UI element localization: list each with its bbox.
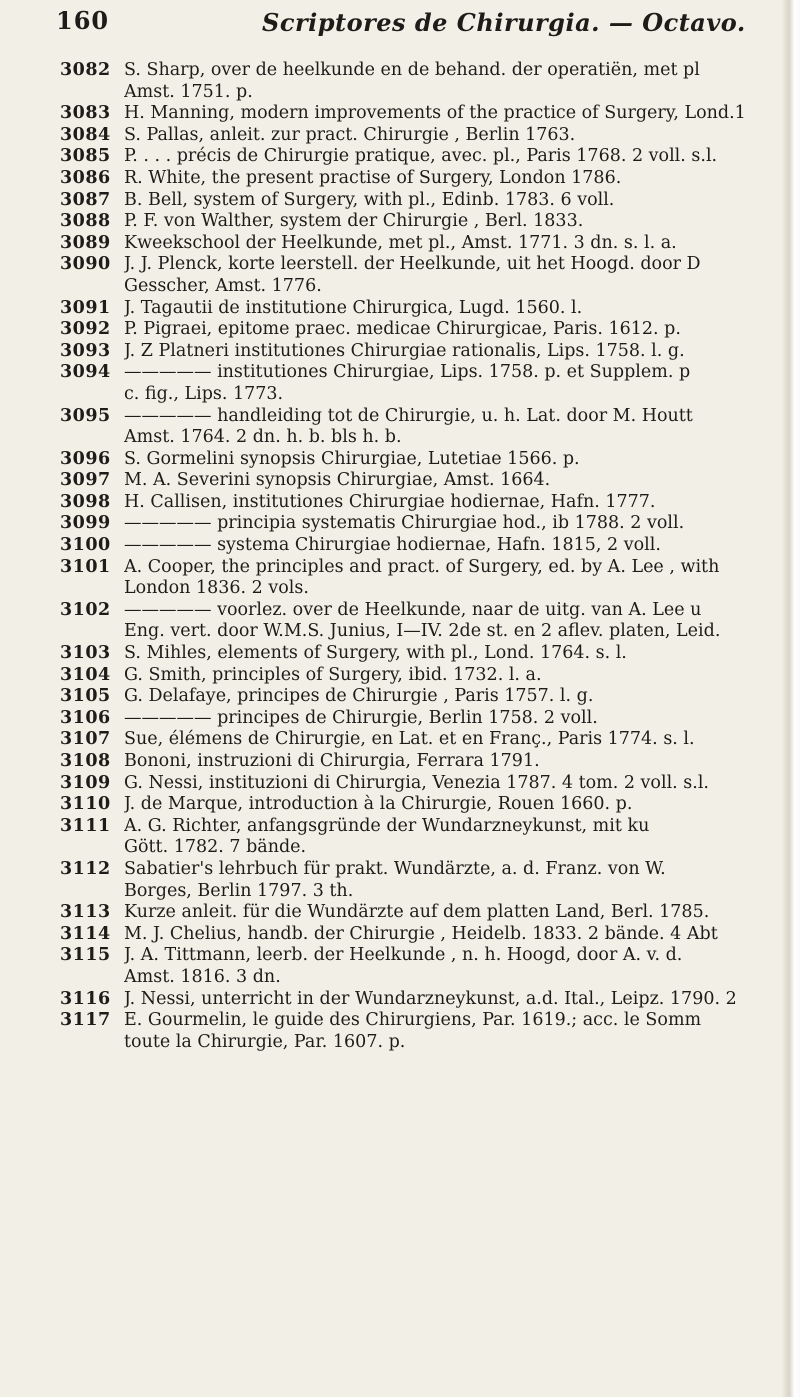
entry-text: Kweekschool der Heelkunde, met pl., Amst. 1771. 3 dn. s. l. a. (124, 232, 677, 253)
entry-number: 3112 (60, 858, 111, 879)
entry-number: 3104 (60, 664, 111, 685)
catalogue-entry (60, 449, 778, 471)
catalogue-entry (60, 103, 778, 125)
entry-text: P. Pigraei, epitome praec. medicae Chirurgicae, Paris. 1612. p. (124, 319, 681, 340)
entry-text: S. Mihles, elements of Surgery, with pl., Lond. 1764. s. l. (124, 643, 627, 664)
entry-text: ————— handleiding tot de Chirurgie, u. h. Lat. door M. Houtt Amst. 1764. 2 dn. h. b. bls h. b. (124, 405, 693, 448)
entry-number: 3092 (60, 319, 111, 340)
entry-text: H. Callisen, institutiones Chirurgiae hodiernae, Hafn. 1777. (124, 491, 656, 512)
catalogue-entry (60, 557, 778, 600)
catalogue-entry (60, 924, 778, 946)
entry-number: 3109 (60, 772, 111, 793)
catalogue-entry (60, 729, 778, 751)
entry-text: Bononi, instruzioni di Chirurgia, Ferrara 1791. (124, 751, 540, 771)
catalogue-entry (60, 125, 778, 147)
entry-number: 3107 (60, 729, 111, 750)
entry-number: 3085 (60, 146, 111, 167)
entry-number: 3114 (60, 923, 111, 944)
catalogue-entry (60, 146, 778, 168)
page-number: 160 (56, 6, 110, 35)
entry-number: 3083 (60, 103, 111, 124)
entry-number: 3110 (60, 794, 111, 815)
page-header (56, 6, 776, 46)
entry-text: Sue, élémens de Chirurgie, en Lat. et en Franç., Paris 1774. s. l. (124, 729, 695, 750)
entry-number: 3093 (60, 340, 111, 361)
entry-text: B. Bell, system of Surgery, with pl., Edinb. 1783. 6 voll. (124, 189, 615, 210)
entry-number: 3095 (60, 405, 111, 426)
entry-number: 3117 (60, 1010, 111, 1031)
catalogue-entry (60, 794, 778, 816)
entry-text: ————— principes de Chirurgie, Berlin 1758. 2 voll. (124, 707, 598, 728)
catalogue-entry (60, 535, 778, 557)
catalogue-entries (60, 60, 778, 1053)
entry-number: 3116 (60, 988, 111, 1009)
catalogue-entry (60, 362, 778, 405)
entry-text: S. Gormelini synopsis Chirurgiae, Lutetiae 1566. p. (124, 448, 580, 469)
entry-text: G. Delafaye, principes de Chirurgie , Paris 1757. l. g. (124, 686, 594, 707)
entry-text: J. J. Plenck, korte leerstell. der Heelkunde, uit het Hoogd. door D Gesscher, Amst. 1776. (124, 254, 701, 296)
catalogue-entry (60, 708, 778, 730)
catalogue-entry (60, 406, 778, 449)
catalogue-entry (60, 902, 778, 924)
entry-text: ————— systema Chirurgiae hodiernae, Hafn. 1815, 2 voll. (124, 535, 661, 556)
entry-number: 3102 (60, 599, 111, 620)
entry-number: 3090 (60, 254, 111, 275)
entry-text: J. A. Tittmann, leerb. der Heelkunde , n. h. Hoogd, door A. v. d. Amst. 1816. 3 dn. (124, 945, 683, 987)
entry-text: ————— voorlez. over de Heelkunde, naar de uitg. van A. Lee u Eng. vert. door W.M.S. Junius, I—IV. 2de st. en 2 aflev. platen, Leid. (124, 599, 721, 642)
entry-number: 3098 (60, 491, 111, 512)
entry-text: H. Manning, modern improvements of the practice of Surgery, Lond.1 (124, 103, 746, 124)
catalogue-entry (60, 600, 778, 643)
entry-number: 3094 (60, 362, 111, 383)
entry-text: ————— principia systematis Chirurgiae hod., ib 1788. 2 voll. (124, 513, 685, 534)
entry-text: G. Nessi, instituzioni di Chirurgia, Venezia 1787. 4 tom. 2 voll. s.l. (124, 772, 709, 793)
entry-text: ————— institutiones Chirurgiae, Lips. 1758. p. et Supplem. p c. fig., Lips. 1773. (124, 362, 691, 404)
entry-number: 3088 (60, 211, 111, 232)
entry-text: S. Sharp, over de heelkunde en de behand. der operatiën, met pl Amst. 1751. p. (124, 60, 700, 102)
entry-number: 3096 (60, 448, 111, 469)
entry-number: 3105 (60, 686, 111, 707)
entry-number: 3084 (60, 124, 111, 145)
entry-text: A. Cooper, the principles and pract. of Surgery, ed. by A. Lee , with London 1836. 2 vols. (124, 556, 720, 599)
entry-text: J. de Marque, introduction à la Chirurgie, Rouen 1660. p. (124, 794, 633, 815)
entry-number: 3086 (60, 167, 111, 188)
entry-number: 3099 (60, 513, 111, 534)
entry-text: P. . . . précis de Chirurgie pratique, avec. pl., Paris 1768. 2 voll. s.l. (124, 146, 718, 167)
entry-text: R. White, the present practise of Surgery, London 1786. (124, 167, 622, 188)
catalogue-entry (60, 945, 778, 988)
catalogue-entry (60, 665, 778, 687)
entry-text: J. Nessi, unterricht in der Wundarzneykunst, a.d. Ital., Leipz. 1790. 2 (124, 988, 737, 1009)
entry-text: M. J. Chelius, handb. der Chirurgie , Heidelb. 1833. 2 bände. 4 Abt (124, 923, 718, 944)
entry-text: A. G. Richter, anfangsgründe der Wundarzneykunst, mit ku Gött. 1782. 7 bände. (124, 815, 650, 858)
entry-text: S. Pallas, anleit. zur pract. Chirurgie , Berlin 1763. (124, 124, 576, 145)
catalogue-entry (60, 492, 778, 514)
entry-number: 3103 (60, 643, 111, 664)
entry-text: J. Z Platneri institutiones Chirurgiae rationalis, Lips. 1758. l. g. (124, 340, 685, 361)
entry-text: M. A. Severini synopsis Chirurgiae, Amst. 1664. (124, 470, 551, 491)
entry-number: 3082 (60, 60, 111, 80)
catalogue-entry (60, 319, 778, 341)
catalogue-entry (60, 643, 778, 665)
catalogue-entry (60, 686, 778, 708)
entry-number: 3087 (60, 189, 111, 210)
catalogue-entry (60, 859, 778, 902)
entry-number: 3100 (60, 535, 111, 556)
entry-text: Kurze anleit. für die Wundärzte auf dem platten Land, Berl. 1785. (124, 902, 710, 923)
catalogue-entry (60, 298, 778, 320)
catalogue-entry (60, 233, 778, 255)
entry-number: 3106 (60, 707, 111, 728)
entry-number: 3101 (60, 556, 111, 577)
catalogue-entry (60, 513, 778, 535)
catalogue-entry (60, 211, 778, 233)
catalogue-entry (60, 168, 778, 190)
page-edge (782, 0, 800, 1397)
entry-number: 3089 (60, 232, 111, 253)
catalogue-entry (60, 60, 778, 103)
entry-number: 3097 (60, 470, 111, 491)
entry-text: G. Smith, principles of Surgery, ibid. 1732. l. a. (124, 664, 542, 685)
entry-number: 3111 (60, 815, 111, 836)
catalogue-entry (60, 989, 778, 1011)
catalogue-entry (60, 254, 778, 297)
entry-number: 3113 (60, 902, 111, 923)
entry-text: Sabatier's lehrbuch für prakt. Wundärzte, a. d. Franz. von W. Borges, Berlin 1797. 3 th. (124, 858, 666, 901)
catalogue-entry (60, 190, 778, 212)
entry-number: 3115 (60, 945, 111, 966)
catalogue-entry (60, 470, 778, 492)
running-title: Scriptores de Chirurgia. — Octavo. (262, 8, 746, 37)
entry-text: P. F. von Walther, system der Chirurgie , Berl. 1833. (124, 211, 584, 232)
entry-number: 3091 (60, 297, 111, 318)
catalogue-entry (60, 751, 778, 773)
catalogue-entry (60, 1010, 778, 1053)
entry-text: J. Tagautii de institutione Chirurgica, Lugd. 1560. l. (124, 297, 583, 318)
entry-number: 3108 (60, 751, 111, 771)
catalogue-entry (60, 816, 778, 859)
entry-text: E. Gourmelin, le guide des Chirurgiens, Par. 1619.; acc. le Somm toute la Chirurgie, Par. 1607. p. (124, 1010, 702, 1052)
catalogue-entry (60, 341, 778, 363)
catalogue-entry (60, 773, 778, 795)
